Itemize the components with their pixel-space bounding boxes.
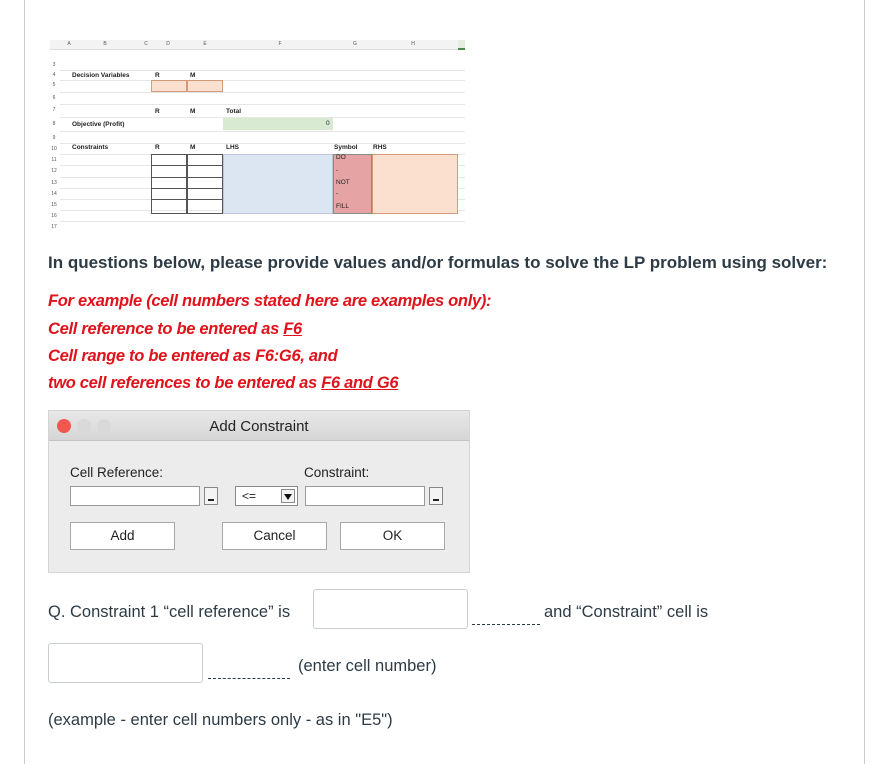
row-number: 17 <box>51 224 57 230</box>
var-m-header: M <box>190 72 196 79</box>
lhs-cells <box>223 154 333 214</box>
decision-cell-m <box>187 80 223 92</box>
ok-button: OK <box>340 522 445 550</box>
rhs-label: RHS <box>373 144 387 151</box>
constraints-r-header: R <box>155 144 160 151</box>
question-prefix: Q. Constraint 1 “cell reference” is <box>48 603 291 621</box>
question-note: (example - enter cell numbers only - as in "E5") <box>48 711 393 729</box>
decision-variables-label: Decision Variables <box>72 72 130 79</box>
symbol-value: FILL <box>336 203 350 210</box>
row-number: 16 <box>51 213 57 219</box>
add-button: Add <box>70 522 175 550</box>
var-r-header: R <box>155 72 160 79</box>
example-cell-reference: F6 <box>283 320 302 338</box>
cell-reference-label: Cell Reference: <box>70 465 164 480</box>
chevron-down-icon <box>281 489 295 503</box>
objective-m-header: M <box>190 108 196 115</box>
column-header: F <box>278 41 282 47</box>
row-number: 14 <box>51 191 57 197</box>
objective-r-header: R <box>155 108 160 115</box>
row-number: 11 <box>51 157 57 163</box>
row-number: 4 <box>52 72 56 78</box>
row-number: 8 <box>52 121 56 127</box>
column-header: H <box>411 41 415 47</box>
cell-reference-field <box>70 486 200 506</box>
row-number: 6 <box>52 95 56 101</box>
row-number: 5 <box>52 82 56 88</box>
answer-blank-line <box>208 678 290 679</box>
constraint-coeff-r <box>151 154 187 214</box>
constraint-answer-input[interactable] <box>48 643 203 683</box>
column-header: G <box>353 41 357 47</box>
question-suffix: (enter cell number) <box>298 657 437 675</box>
constraint-coeff-m <box>187 154 223 214</box>
objective-value: 0 <box>326 120 330 127</box>
objective-total-cell <box>223 118 333 130</box>
answer-blank-line <box>472 624 540 625</box>
collapse-icon <box>429 487 443 505</box>
example-two-references: F6 and G6 <box>321 374 399 392</box>
symbol-value: - <box>336 167 339 174</box>
row-number: 13 <box>51 180 57 186</box>
question-middle: and “Constraint” cell is <box>544 603 709 621</box>
row-number: 10 <box>51 146 57 152</box>
row-number: 12 <box>51 168 57 174</box>
column-header-strip <box>50 40 465 50</box>
dialog-title: Add Constraint <box>209 418 309 435</box>
example-line-1: For example (cell numbers stated here are examples only): <box>48 292 492 310</box>
cancel-button: Cancel <box>222 522 327 550</box>
constraints-m-header: M <box>190 144 196 151</box>
symbol-value: DO <box>336 154 346 161</box>
row-number: 15 <box>51 202 57 208</box>
column-header: C <box>144 41 148 47</box>
symbol-value: - <box>336 190 339 197</box>
row-number: 9 <box>52 135 56 141</box>
objective-label: Objective (Profit) <box>72 121 125 128</box>
symbol-label: Symbol <box>334 144 358 151</box>
constraint-label: Constraint: <box>304 465 370 480</box>
row-number: 7 <box>52 107 56 113</box>
question-heading: In questions below, please provide values and/or formulas to solve the LP problem using solver: <box>48 253 828 272</box>
cell-reference-answer-input[interactable] <box>313 589 468 629</box>
operator-select <box>235 486 298 506</box>
example-line-4 <box>48 374 398 393</box>
rhs-cells <box>372 154 458 214</box>
column-header: D <box>166 41 170 47</box>
example-line-2 <box>48 320 302 339</box>
row-number: 3 <box>52 62 56 68</box>
column-header: B <box>103 41 107 47</box>
column-header-selected <box>458 40 465 50</box>
symbol-value: NOT <box>336 179 350 186</box>
column-header: A <box>67 41 71 47</box>
constraints-label: Constraints <box>72 144 109 151</box>
spreadsheet-screenshot <box>50 40 470 236</box>
operator-value: <= <box>242 489 257 503</box>
decision-cell-r <box>151 80 187 92</box>
dialog-titlebar <box>49 411 469 441</box>
constraint-field <box>305 486 425 506</box>
column-header: E <box>203 41 207 47</box>
lhs-label: LHS <box>226 144 239 151</box>
example-line-4-text: two cell references to be entered as <box>48 374 322 392</box>
example-line-2-text: Cell reference to be entered as <box>48 320 284 338</box>
total-label: Total <box>226 108 242 115</box>
collapse-icon <box>204 487 218 505</box>
example-line-3: Cell range to be entered as F6:G6, and <box>48 347 338 365</box>
